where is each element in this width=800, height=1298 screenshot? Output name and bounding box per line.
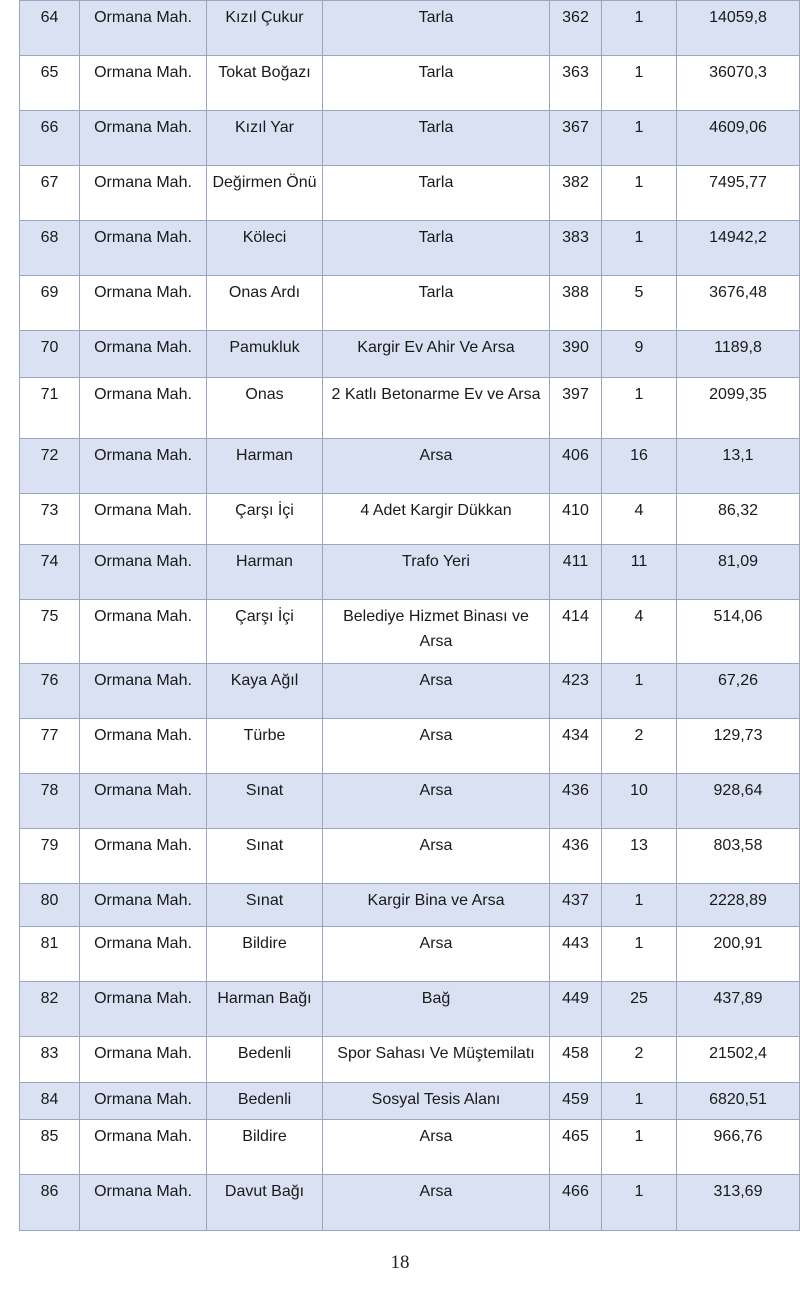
block-cell: 465 <box>550 1120 602 1175</box>
type-cell: Tarla <box>323 1 550 56</box>
table-row <box>20 221 800 276</box>
block-cell: 362 <box>550 1 602 56</box>
table-row <box>20 927 800 982</box>
area-cell: 81,09 <box>677 545 800 600</box>
type-cell: Tarla <box>323 276 550 331</box>
area-cell: 966,76 <box>677 1120 800 1175</box>
type-cell: Kargir Ev Ahir Ve Arsa <box>323 331 550 378</box>
area-cell: 313,69 <box>677 1175 800 1231</box>
table-row <box>20 719 800 774</box>
neighborhood-cell: Ormana Mah. <box>80 1 207 56</box>
location-cell: Kızıl Çukur <box>207 1 323 56</box>
neighborhood-cell: Ormana Mah. <box>80 494 207 545</box>
type-cell: Trafo Yeri <box>323 545 550 600</box>
block-cell: 437 <box>550 884 602 927</box>
location-cell: Sınat <box>207 884 323 927</box>
block-cell: 410 <box>550 494 602 545</box>
location-cell: Çarşı İçi <box>207 600 323 664</box>
parcel-cell: 10 <box>602 774 677 829</box>
row-number-cell: 74 <box>20 545 80 600</box>
area-cell: 200,91 <box>677 927 800 982</box>
neighborhood-cell: Ormana Mah. <box>80 774 207 829</box>
block-cell: 458 <box>550 1037 602 1083</box>
parcel-cell: 5 <box>602 276 677 331</box>
block-cell: 443 <box>550 927 602 982</box>
area-cell: 36070,3 <box>677 56 800 111</box>
type-cell: Arsa <box>323 439 550 494</box>
parcel-cell: 1 <box>602 1120 677 1175</box>
location-cell: Bedenli <box>207 1083 323 1120</box>
neighborhood-cell: Ormana Mah. <box>80 1175 207 1231</box>
table-row <box>20 664 800 719</box>
neighborhood-cell: Ormana Mah. <box>80 221 207 276</box>
area-cell: 7495,77 <box>677 166 800 221</box>
parcel-cell: 1 <box>602 1 677 56</box>
neighborhood-cell: Ormana Mah. <box>80 111 207 166</box>
table-row <box>20 1175 800 1231</box>
type-cell: 4 Adet Kargir Dükkan <box>323 494 550 545</box>
type-cell: Tarla <box>323 221 550 276</box>
neighborhood-cell: Ormana Mah. <box>80 1120 207 1175</box>
neighborhood-cell: Ormana Mah. <box>80 276 207 331</box>
location-cell: Türbe <box>207 719 323 774</box>
parcel-cell: 1 <box>602 221 677 276</box>
parcel-cell: 4 <box>602 600 677 664</box>
block-cell: 466 <box>550 1175 602 1231</box>
table-row <box>20 774 800 829</box>
row-number-cell: 82 <box>20 982 80 1037</box>
location-cell: Sınat <box>207 829 323 884</box>
location-cell: Bedenli <box>207 1037 323 1083</box>
area-cell: 3676,48 <box>677 276 800 331</box>
block-cell: 390 <box>550 331 602 378</box>
row-number-cell: 70 <box>20 331 80 378</box>
row-number-cell: 64 <box>20 1 80 56</box>
location-cell: Davut Bağı <box>207 1175 323 1231</box>
block-cell: 383 <box>550 221 602 276</box>
type-cell: Arsa <box>323 927 550 982</box>
parcel-cell: 13 <box>602 829 677 884</box>
row-number-cell: 67 <box>20 166 80 221</box>
block-cell: 434 <box>550 719 602 774</box>
type-cell: Belediye Hizmet Binası ve Arsa <box>323 600 550 664</box>
location-cell: Tokat Boğazı <box>207 56 323 111</box>
block-cell: 397 <box>550 378 602 439</box>
area-cell: 67,26 <box>677 664 800 719</box>
location-cell: Onas Ardı <box>207 276 323 331</box>
location-cell: Harman <box>207 545 323 600</box>
area-cell: 129,73 <box>677 719 800 774</box>
neighborhood-cell: Ormana Mah. <box>80 664 207 719</box>
parcel-cell: 2 <box>602 1037 677 1083</box>
block-cell: 388 <box>550 276 602 331</box>
page-number: 18 <box>390 1252 410 1273</box>
table-row <box>20 439 800 494</box>
row-number-cell: 77 <box>20 719 80 774</box>
row-number-cell: 72 <box>20 439 80 494</box>
type-cell: Arsa <box>323 829 550 884</box>
table-row <box>20 378 800 439</box>
table-row <box>20 1083 800 1120</box>
row-number-cell: 79 <box>20 829 80 884</box>
neighborhood-cell: Ormana Mah. <box>80 166 207 221</box>
row-number-cell: 78 <box>20 774 80 829</box>
area-cell: 14059,8 <box>677 1 800 56</box>
neighborhood-cell: Ormana Mah. <box>80 884 207 927</box>
neighborhood-cell: Ormana Mah. <box>80 439 207 494</box>
table-row <box>20 1 800 56</box>
block-cell: 406 <box>550 439 602 494</box>
parcel-cell: 4 <box>602 494 677 545</box>
location-cell: Pamukluk <box>207 331 323 378</box>
neighborhood-cell: Ormana Mah. <box>80 545 207 600</box>
area-cell: 13,1 <box>677 439 800 494</box>
area-cell: 803,58 <box>677 829 800 884</box>
location-cell: Onas <box>207 378 323 439</box>
row-number-cell: 80 <box>20 884 80 927</box>
parcel-cell: 1 <box>602 56 677 111</box>
type-cell: Tarla <box>323 111 550 166</box>
table-row <box>20 276 800 331</box>
neighborhood-cell: Ormana Mah. <box>80 1083 207 1120</box>
parcel-cell: 1 <box>602 1083 677 1120</box>
location-cell: Bildire <box>207 927 323 982</box>
type-cell: Kargir Bina ve Arsa <box>323 884 550 927</box>
type-cell: 2 Katlı Betonarme Ev ve Arsa <box>323 378 550 439</box>
block-cell: 436 <box>550 774 602 829</box>
location-cell: Köleci <box>207 221 323 276</box>
table-row <box>20 829 800 884</box>
location-cell: Kızıl Yar <box>207 111 323 166</box>
neighborhood-cell: Ormana Mah. <box>80 378 207 439</box>
table-row <box>20 111 800 166</box>
parcel-cell: 1 <box>602 166 677 221</box>
area-cell: 2228,89 <box>677 884 800 927</box>
parcel-cell: 1 <box>602 111 677 166</box>
type-cell: Tarla <box>323 166 550 221</box>
neighborhood-cell: Ormana Mah. <box>80 927 207 982</box>
block-cell: 411 <box>550 545 602 600</box>
row-number-cell: 75 <box>20 600 80 664</box>
type-cell: Bağ <box>323 982 550 1037</box>
type-cell: Tarla <box>323 56 550 111</box>
row-number-cell: 68 <box>20 221 80 276</box>
location-cell: Kaya Ağıl <box>207 664 323 719</box>
parcel-cell: 1 <box>602 927 677 982</box>
parcel-cell: 2 <box>602 719 677 774</box>
table-row <box>20 166 800 221</box>
row-number-cell: 86 <box>20 1175 80 1231</box>
table-row <box>20 1120 800 1175</box>
parcel-table <box>19 0 800 1231</box>
type-cell: Arsa <box>323 774 550 829</box>
row-number-cell: 81 <box>20 927 80 982</box>
table-row <box>20 494 800 545</box>
table-row <box>20 1037 800 1083</box>
type-cell: Sosyal Tesis Alanı <box>323 1083 550 1120</box>
row-number-cell: 84 <box>20 1083 80 1120</box>
neighborhood-cell: Ormana Mah. <box>80 56 207 111</box>
table-row <box>20 56 800 111</box>
location-cell: Sınat <box>207 774 323 829</box>
table-row <box>20 982 800 1037</box>
area-cell: 21502,4 <box>677 1037 800 1083</box>
type-cell: Arsa <box>323 719 550 774</box>
area-cell: 514,06 <box>677 600 800 664</box>
parcel-cell: 11 <box>602 545 677 600</box>
block-cell: 382 <box>550 166 602 221</box>
block-cell: 414 <box>550 600 602 664</box>
neighborhood-cell: Ormana Mah. <box>80 829 207 884</box>
parcel-cell: 1 <box>602 378 677 439</box>
neighborhood-cell: Ormana Mah. <box>80 1037 207 1083</box>
row-number-cell: 65 <box>20 56 80 111</box>
location-cell: Harman <box>207 439 323 494</box>
block-cell: 459 <box>550 1083 602 1120</box>
block-cell: 363 <box>550 56 602 111</box>
parcel-cell: 9 <box>602 331 677 378</box>
type-cell: Arsa <box>323 664 550 719</box>
row-number-cell: 69 <box>20 276 80 331</box>
location-cell: Çarşı İçi <box>207 494 323 545</box>
table-row <box>20 884 800 927</box>
row-number-cell: 76 <box>20 664 80 719</box>
location-cell: Bildire <box>207 1120 323 1175</box>
neighborhood-cell: Ormana Mah. <box>80 331 207 378</box>
row-number-cell: 73 <box>20 494 80 545</box>
block-cell: 423 <box>550 664 602 719</box>
neighborhood-cell: Ormana Mah. <box>80 982 207 1037</box>
parcel-cell: 1 <box>602 884 677 927</box>
row-number-cell: 66 <box>20 111 80 166</box>
area-cell: 14942,2 <box>677 221 800 276</box>
location-cell: Değirmen Önü <box>207 166 323 221</box>
type-cell: Spor Sahası Ve Müştemilatı <box>323 1037 550 1083</box>
neighborhood-cell: Ormana Mah. <box>80 600 207 664</box>
area-cell: 86,32 <box>677 494 800 545</box>
block-cell: 436 <box>550 829 602 884</box>
area-cell: 1189,8 <box>677 331 800 378</box>
table-row <box>20 600 800 664</box>
parcel-cell: 25 <box>602 982 677 1037</box>
row-number-cell: 85 <box>20 1120 80 1175</box>
parcel-cell: 1 <box>602 1175 677 1231</box>
location-cell: Harman Bağı <box>207 982 323 1037</box>
area-cell: 928,64 <box>677 774 800 829</box>
area-cell: 4609,06 <box>677 111 800 166</box>
block-cell: 367 <box>550 111 602 166</box>
parcel-cell: 1 <box>602 664 677 719</box>
area-cell: 2099,35 <box>677 378 800 439</box>
table-row <box>20 545 800 600</box>
area-cell: 437,89 <box>677 982 800 1037</box>
row-number-cell: 83 <box>20 1037 80 1083</box>
table-row <box>20 331 800 378</box>
row-number-cell: 71 <box>20 378 80 439</box>
parcel-cell: 16 <box>602 439 677 494</box>
neighborhood-cell: Ormana Mah. <box>80 719 207 774</box>
type-cell: Arsa <box>323 1120 550 1175</box>
block-cell: 449 <box>550 982 602 1037</box>
type-cell: Arsa <box>323 1175 550 1231</box>
area-cell: 6820,51 <box>677 1083 800 1120</box>
